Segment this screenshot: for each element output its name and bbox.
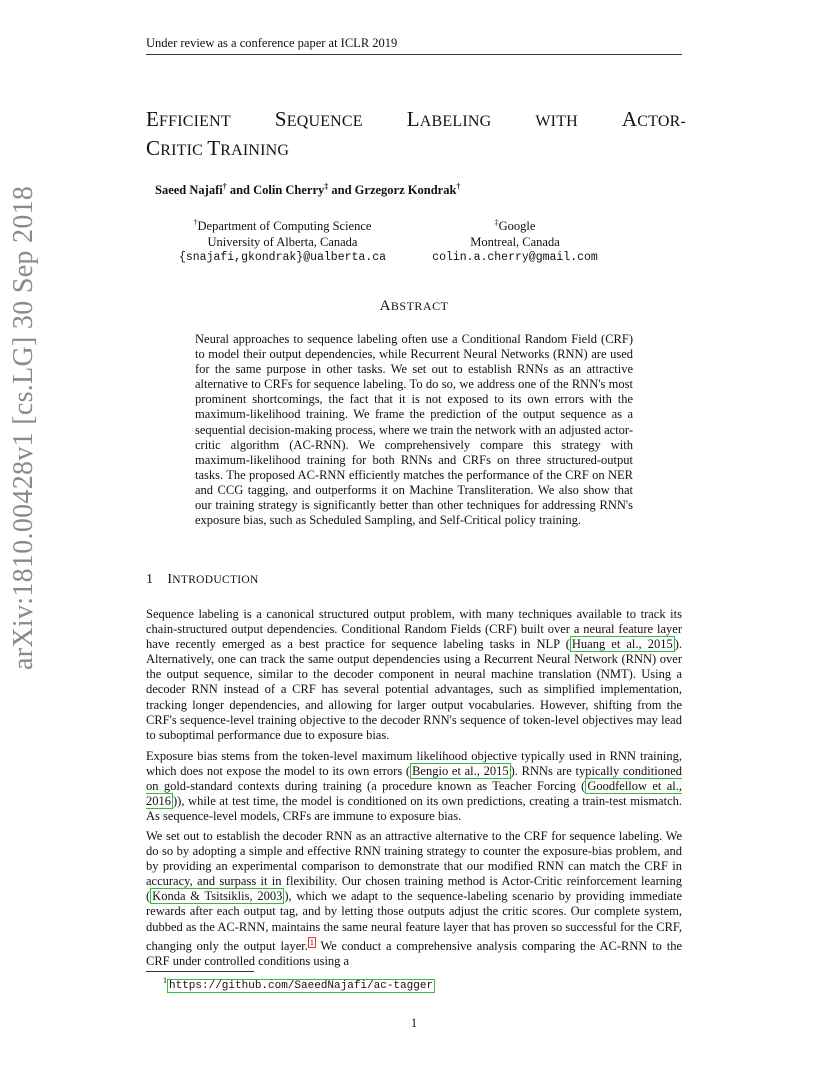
author-name: and Grzegorz Kondrak bbox=[328, 183, 457, 198]
title-word: EFFICIENT bbox=[146, 107, 231, 131]
running-header: Under review as a conference paper at ICLR 2019 bbox=[146, 36, 398, 50]
intro-paragraph-3: We set out to establish the decoder RNN as an attractive alternative to the CRF for sequence labeling. We do so by adopting a simple and effective RNN training strategy to counter the exposure-bias problem, and by providing an experimental comparison to demonstrate that our modified RNN can match the CRF in accuracy, and surpass it in flexibility. Our chosen training method is Actor-Critic reinforcement learning ( Konda & Tsitsiklis, 2003 ), which we adapt to the sequence-labeling scenario by providing immediate rewards after each output tag, and by letting those outputs adjust the critic scores. Our complete system, dubbed as the AC-RNN, maintains the same neural feature layer that has proven so successful for the CRF, changing only the output layer. $^1$ We conduct a comprehensive analysis comparing the AC-RNN to the CRF under controlled conditions using a bbox=[146, 829, 682, 968]
author-list: Saeed Najafi† and Colin Cherry‡ and Grzegorz Kondrak† bbox=[155, 182, 461, 198]
affiliation-2: ‡Google Montreal, Canada colin.a.cherry@gmail.com bbox=[415, 215, 615, 266]
footnote-marker[interactable]: 1 bbox=[309, 937, 314, 947]
citation-link[interactable]: Goodfellow et al., 2016 bbox=[146, 779, 682, 809]
intro-paragraph-1: Sequence labeling is a canonical structured output problem, with many techniques available to track its chain-structured output dependencies. Conditional Random Fields (CRF) built over a neural feature layer have recently emerged as a best practice for sequence labeling tasks in NLP ( Huang et al., 2015 ). Alternatively, one can track the same output dependencies using a Recurrent Neural Network (RNN) over the output sequence, similar to the decoder component in neural machine translation (NMT). Using a decoder RNN instead of a CRF has several potential advantages, such as simplified implementation, tracking longer dependencies, and allowing for larger output vocabularies. However, shifting from the CRF's sequence-level training objective to the decoder RNN's sequence of token-level objectives may lead to suboptimal performance due to exposure bias. bbox=[146, 607, 683, 742]
email: colin.a.cherry@gmail.com bbox=[432, 251, 598, 265]
email: {snajafi,gkondrak}@ualberta.ca bbox=[178, 251, 387, 265]
abstract-heading: ABSTRACT bbox=[379, 298, 449, 314]
title-word: WITH bbox=[535, 113, 578, 130]
title-word: ACTOR- bbox=[621, 107, 686, 131]
footnote-rule bbox=[146, 971, 254, 972]
intro-paragraph-2: Exposure bias stems from the token-level maximum likelihood objective typically used in RNN training, which does not expose the model to its own errors ( Bengio et al., 2015 ). RNNs are typically conditioned on gold-standard contexts during training (a procedure known as Teacher Forcing ( Goodfellow et al., 2016 )), while at test time, the model is conditioned on its own predictions, creating a train-test mismatch. As sequence-level models, CRFs are immune to exposure bias. bbox=[146, 749, 683, 824]
title-line-1 bbox=[146, 106, 686, 135]
header-rule bbox=[146, 54, 682, 55]
author-name: Saeed Najafi bbox=[155, 183, 223, 198]
author-name: and Colin Cherry bbox=[226, 183, 325, 198]
title-line-2: CRITIC TRAINING bbox=[146, 136, 290, 160]
paper-title bbox=[146, 106, 686, 164]
footnote-url-link[interactable]: https://github.com/SaeedNajafi/ac-tagger bbox=[169, 979, 434, 992]
arxiv-sidebar-stamp: arXiv:1810.00428v1 [cs.LG] 30 Sep 2018 bbox=[8, 185, 39, 670]
section-heading: 1 INTRODUCTION bbox=[146, 572, 259, 587]
affiliation-1: †Department of Computing Science University of Alberta, Canada {snajafi,gkondrak}@ualberta.ca bbox=[160, 215, 405, 266]
citation-link[interactable]: Huang et al., 2015 bbox=[571, 637, 673, 652]
page-number: 1 bbox=[410, 1016, 418, 1030]
title-word: SEQUENCE bbox=[274, 107, 363, 131]
citation-link[interactable]: Konda & Tsitsiklis, 2003 bbox=[152, 889, 283, 904]
citation-link[interactable]: Bengio et al., 2015 bbox=[412, 764, 509, 779]
abstract-text: Neural approaches to sequence labeling often use a Conditional Random Field (CRF) to model their output dependencies, while Recurrent Neural Networks (RNN) are used for the same purpose in other tasks. We set out to establish RNNs as an attractive alternative to CRFs for sequence labeling. To do so, we address one of the RNN's most prominent shortcomings, the fact that it is not exposed to its own errors with the maximum-likelihood training. We frame the prediction of the output sequence as a sequential decision-making process, where we train the network with an adjusted actor-critic algorithm (AC-RNN). We comprehensively compare this strategy with maximum-likelihood training for both RNNs and CRFs on three structured-output tasks. The proposed AC-RNN efficiently matches the performance of the CRF on NER and CCG tagging, and outperforms it on Machine Transliteration. We also show that our training strategy is significantly better than other techniques for addressing RNN's exposure bias, such as Scheduled Sampling, and Self-Critical policy training. bbox=[195, 332, 633, 528]
title-word: LABELING bbox=[406, 107, 492, 131]
footnote: $^1$ https://github.com/SaeedNajafi/ac-tagger bbox=[163, 976, 434, 992]
